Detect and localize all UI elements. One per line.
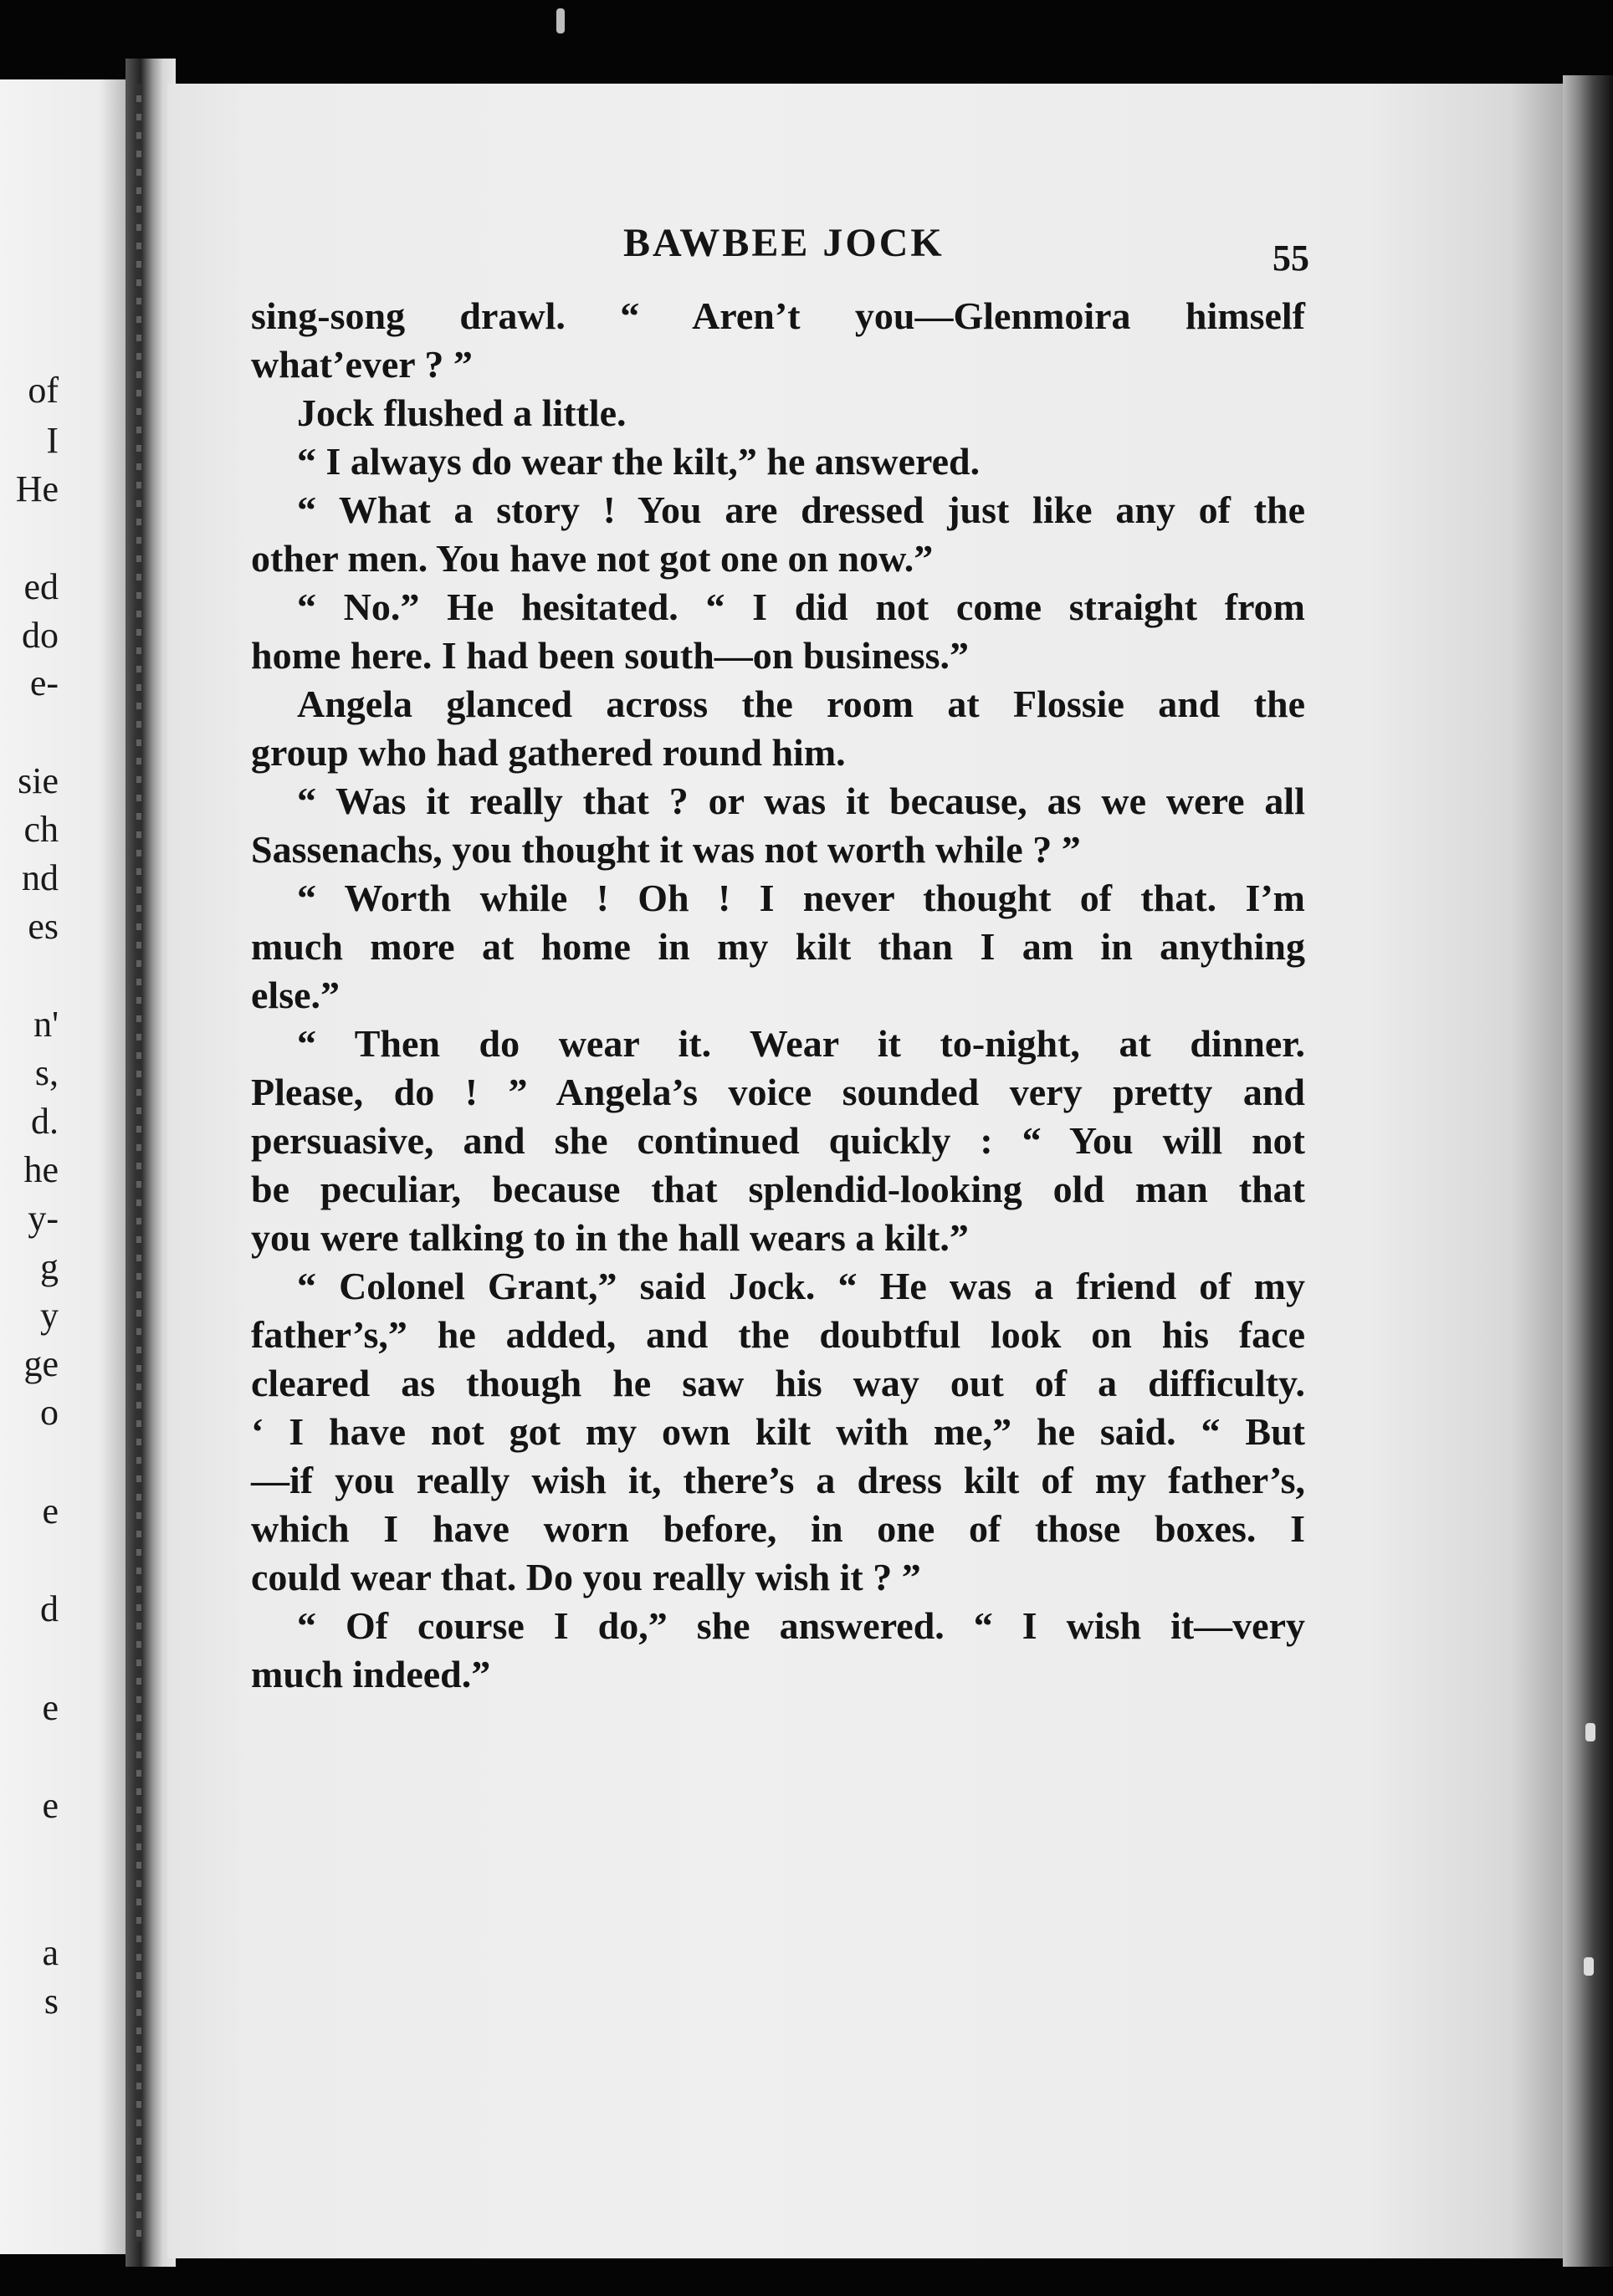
- left-fragment: es: [28, 906, 59, 947]
- left-fragment: I: [46, 420, 59, 461]
- left-fragment: g: [40, 1246, 59, 1287]
- left-fragment: e: [42, 1687, 59, 1728]
- spine-crease: [136, 84, 141, 2242]
- text-line: you were talking to in the hall wears a kilt.”: [251, 1216, 969, 1259]
- left-fragment: d.: [31, 1101, 59, 1142]
- left-fragment: y-: [28, 1198, 59, 1239]
- page-edge-shadow: [1563, 75, 1613, 2267]
- left-fragment: of: [28, 370, 59, 411]
- text-line: be peculiar, because that splendid-looking old man that: [251, 1168, 1305, 1210]
- left-fragment: n': [33, 1004, 59, 1045]
- text-line: much more at home in my kilt than I am in anything: [251, 925, 1305, 968]
- left-fragment: d: [40, 1588, 59, 1629]
- text-line: “ Then do wear it. Wear it to-night, at dinner.: [297, 1022, 1305, 1065]
- text-line: Jock flushed a little.: [297, 391, 627, 434]
- text-line: much indeed.”: [251, 1653, 491, 1695]
- left-fragment: do: [22, 615, 59, 656]
- left-fragment: a: [42, 1932, 59, 1973]
- text-line: what’ever ? ”: [251, 343, 473, 386]
- text-line: persuasive, and she continued quickly : “ You will not: [251, 1119, 1305, 1162]
- text-line: else.”: [251, 974, 341, 1016]
- running-head: BAWBEE JOCK: [623, 221, 945, 265]
- page-number: 55: [1272, 238, 1309, 279]
- left-fragment: ge: [23, 1343, 59, 1384]
- left-fragment: e: [42, 1785, 59, 1826]
- text-line: Angela glanced across the room at Flossie and the: [297, 683, 1305, 725]
- text-line: “ What a story ! You are dressed just like any of the: [297, 488, 1305, 531]
- left-fragment: ch: [23, 809, 59, 850]
- left-fragment: s: [44, 1981, 59, 2022]
- left-fragment: sie: [18, 760, 59, 801]
- left-fragment: y: [40, 1295, 59, 1336]
- text-line: home here. I had been south—on business.”: [251, 634, 970, 677]
- edge-speck: [1584, 1957, 1594, 1976]
- text-line: cleared as though he saw his way out of a difficulty.: [251, 1362, 1305, 1404]
- left-fragment: he: [23, 1149, 59, 1190]
- text-line: Sassenachs, you thought it was not worth while ? ”: [251, 828, 1081, 871]
- text-line: “ Of course I do,” she answered. “ I wish it—very: [297, 1604, 1305, 1647]
- text-line: ‘ I have not got my own kilt with me,” he said. “ But: [251, 1410, 1305, 1453]
- text-line: “ Colonel Grant,” said Jock. “ He was a friend of my: [297, 1265, 1305, 1307]
- text-line: “ I always do wear the kilt,” he answered.: [297, 440, 981, 483]
- left-fragment: s,: [34, 1052, 59, 1093]
- edge-speck: [1585, 1723, 1595, 1741]
- text-line: “ Worth while ! Oh ! I never thought of that. I’m: [297, 877, 1305, 919]
- text-line: “ Was it really that ? or was it because, as we were all: [297, 780, 1305, 822]
- left-fragment: o: [40, 1392, 59, 1433]
- text-line: which I have worn before, in one of those boxes. I: [251, 1507, 1305, 1550]
- left-fragment: nd: [22, 857, 59, 898]
- text-line: “ No.” He hesitated. “ I did not come straight from: [297, 586, 1305, 628]
- text-line: father’s,” he added, and the doubtful look on his face: [251, 1313, 1305, 1356]
- text-line: Please, do ! ” Angela’s voice sounded very pretty and: [251, 1071, 1305, 1113]
- left-fragment: ed: [23, 566, 59, 607]
- text-line: other men. You have not got one on now.”: [251, 537, 934, 580]
- text-line: could wear that. Do you really wish it ? ”: [251, 1556, 921, 1598]
- left-fragment: e: [42, 1491, 59, 1532]
- top-speck: [556, 8, 565, 33]
- text-line: sing-song drawl. “ Aren’t you—Glenmoira himself: [251, 294, 1305, 337]
- left-fragment: He: [15, 468, 59, 509]
- text-line: —if you really wish it, there’s a dress kilt of my father’s,: [251, 1459, 1305, 1501]
- left-page-margin: [0, 79, 142, 2254]
- text-line: group who had gathered round him.: [251, 731, 846, 774]
- left-fragment: e-: [29, 662, 59, 703]
